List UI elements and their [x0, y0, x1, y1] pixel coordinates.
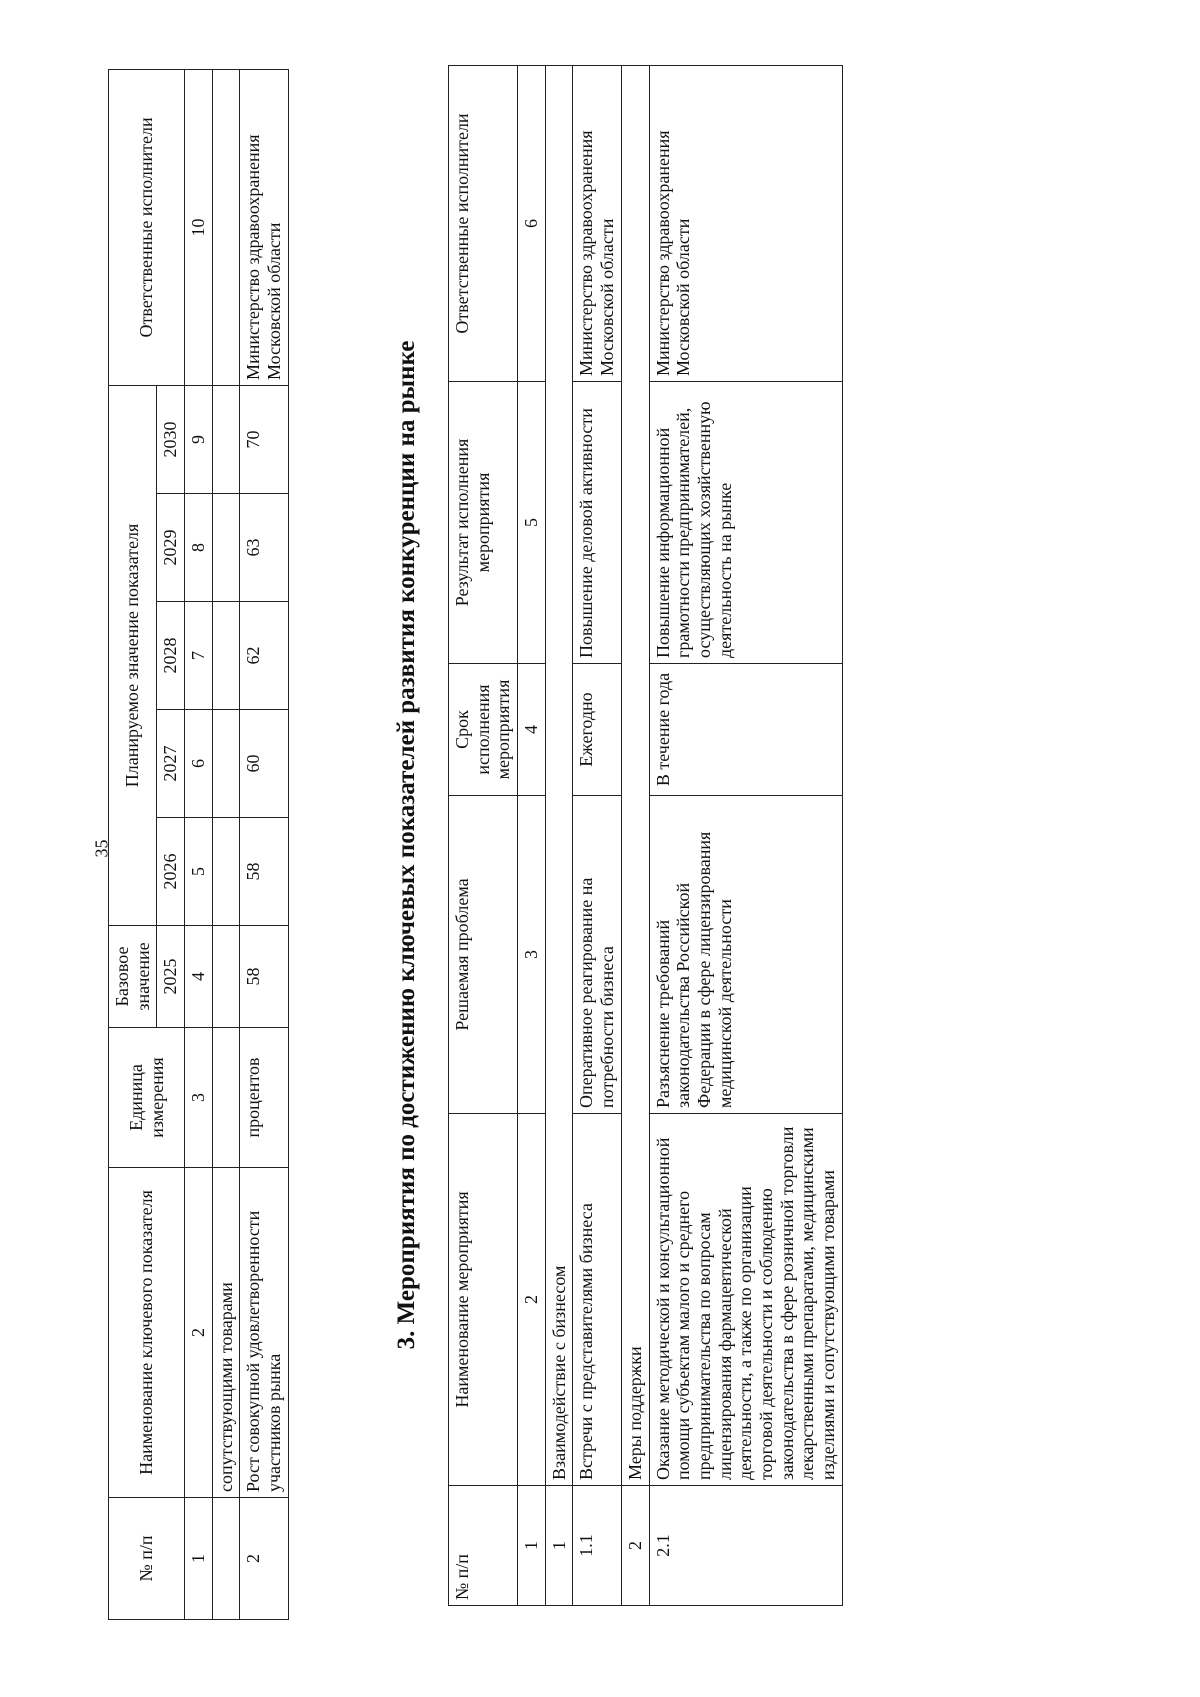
indicator-value: 60 [240, 710, 288, 818]
empty-cell [212, 1028, 240, 1168]
indicator-value: 70 [240, 385, 288, 493]
column-number: 6 [185, 710, 213, 818]
header-result: Результат исполнения мероприятия [449, 382, 518, 664]
measure-row [573, 66, 621, 1606]
year-cell: 2025 [157, 926, 185, 1028]
year-cell: 2029 [157, 494, 185, 602]
continuation-text: сопутствующими товарами [212, 1168, 240, 1498]
header-deadline: Срок исполнения мероприятия [449, 664, 518, 796]
year-cell: 2027 [157, 710, 185, 818]
measure-result: Повышение деловой активности [573, 382, 621, 664]
group-num: 1 [545, 1486, 573, 1606]
indicator-value: 58 [240, 818, 288, 926]
column-number: 10 [185, 69, 213, 385]
empty-cell [212, 69, 240, 385]
column-number: 1 [185, 1498, 213, 1620]
measures-table-frame [448, 66, 843, 1606]
column-number: 1 [518, 1486, 546, 1606]
group-row [621, 66, 649, 1606]
header-indicator-name: Наименование ключевого показателя [109, 1168, 185, 1498]
column-number-row [185, 69, 213, 1619]
column-number: 2 [185, 1168, 213, 1498]
continuation-row [212, 69, 240, 1619]
page-number: 35 [91, 839, 112, 858]
column-number: 4 [185, 926, 213, 1028]
empty-cell [212, 494, 240, 602]
group-title: Меры поддержки [621, 66, 649, 1486]
header-base-value: Базовое значение [109, 926, 157, 1028]
header-responsible: Ответственные исполнители [109, 69, 185, 385]
section-heading-frame [389, 70, 425, 1620]
indicator-row [240, 69, 288, 1619]
indicators-table-frame [108, 70, 289, 1620]
column-number: 5 [185, 818, 213, 926]
column-number: 3 [185, 1028, 213, 1168]
header-responsible: Ответственные исполнители [449, 66, 518, 382]
empty-cell [212, 818, 240, 926]
indicators-header-row [109, 69, 157, 1619]
year-cell: 2026 [157, 818, 185, 926]
column-number: 3 [518, 796, 546, 1114]
measure-num: 1.1 [573, 1486, 621, 1606]
indicator-unit: процентов [240, 1028, 288, 1168]
header-num: № п/п [449, 1486, 518, 1606]
column-number: 5 [518, 382, 546, 664]
measure-deadline: В течение года [649, 664, 842, 796]
column-number-row [518, 66, 546, 1606]
indicators-table [108, 69, 289, 1620]
measure-name: Встречи с представителями бизнеса [573, 1114, 621, 1486]
measure-row [649, 66, 842, 1606]
measure-result: Повышение информационной грамотности предпринимателей, осуществляющих хозяйственную деятельность на рынке [649, 382, 842, 664]
column-number: 7 [185, 602, 213, 710]
header-num: № п/п [109, 1498, 185, 1620]
indicator-value: 58 [240, 926, 288, 1028]
group-num: 2 [621, 1486, 649, 1606]
header-planned-value: Планируемое значение показателя [109, 385, 157, 925]
column-number: 4 [518, 664, 546, 796]
year-cell: 2030 [157, 385, 185, 493]
indicator-value: 62 [240, 602, 288, 710]
section-title: 3. Мероприятия по достижению ключевых показателей развития конкуренции на рынке [393, 340, 420, 1350]
header-measure-name: Наименование мероприятия [449, 1114, 518, 1486]
measure-responsible: Министерство здравоохранения Московской области [649, 66, 842, 382]
measures-header-row [449, 66, 518, 1606]
measure-deadline: Ежегодно [573, 664, 621, 796]
column-number: 9 [185, 385, 213, 493]
indicator-value: 63 [240, 494, 288, 602]
empty-cell [212, 710, 240, 818]
measure-problem: Разъяснение требований законодательства Российской Федерации в сфере лицензирования медицинской деятельности [649, 796, 842, 1114]
empty-cell [212, 926, 240, 1028]
header-unit: Единица измерения [109, 1028, 185, 1168]
empty-cell [212, 602, 240, 710]
column-number: 8 [185, 494, 213, 602]
group-row [545, 66, 573, 1606]
year-cell: 2028 [157, 602, 185, 710]
column-number: 6 [518, 66, 546, 382]
continuation-num-cell [212, 1498, 240, 1620]
column-number: 2 [518, 1114, 546, 1486]
indicator-name: Рост совокупной удовлетворенности участников рынка [240, 1168, 288, 1498]
empty-cell [212, 385, 240, 493]
measures-table [448, 65, 843, 1606]
measure-responsible: Министерство здравоохранения Московской области [573, 66, 621, 382]
indicator-responsible: Министерство здравоохранения Московской области [240, 69, 288, 385]
group-title: Взаимодействие с бизнесом [545, 66, 573, 1486]
measure-num: 2.1 [649, 1486, 842, 1606]
measure-name: Оказание методической и консультационной помощи субъектам малого и среднего предпринимательства по вопросам лицензирования фармацевтической деятельности, а также по организации торговой деятельности и соблюдению законодательства в сфере розничной торговли лекарственными препаратами, медицинскими изделиями и сопутствующими товарами [649, 1114, 842, 1486]
measure-problem: Оперативное реагирование на потребности бизнеса [573, 796, 621, 1114]
header-problem: Решаемая проблема [449, 796, 518, 1114]
indicator-num: 2 [240, 1498, 288, 1620]
